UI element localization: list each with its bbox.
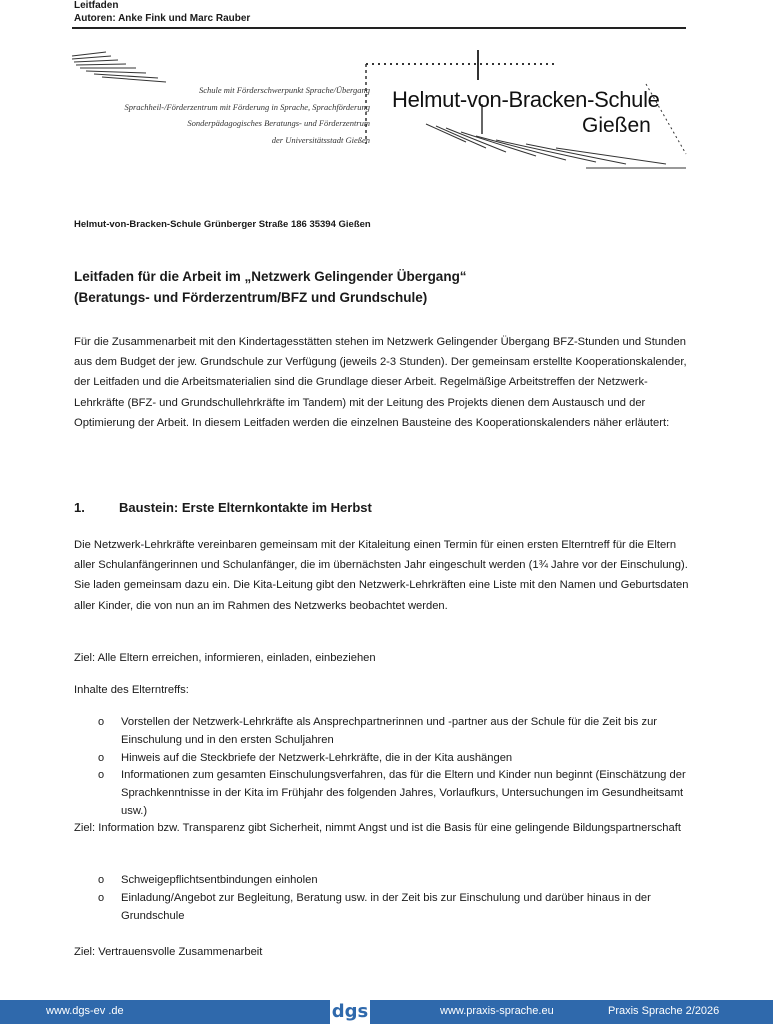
list-item: o Vorstellen der Netzwerk-Lehrkräfte als Ansprechpartnerinnen und -partner aus der Schule für die Zeit bis zur Einschulung und in den ersten Schuljahren bbox=[98, 716, 658, 746]
list-item: o Schweigepflichtsentbindungen einholen bbox=[74, 872, 694, 890]
page-footer bbox=[0, 1000, 773, 1024]
bullet-mark: o bbox=[98, 769, 105, 782]
contents-label: Inhalte des Elterntreffs: bbox=[74, 684, 189, 696]
dgs-logo: dgs bbox=[331, 1001, 369, 1022]
goal-line: Ziel: Information bzw. Transparenz gibt Sicherheit, nimmt Angst und ist die Basis für eine gelingende Bildungspartnerschaft bbox=[74, 822, 681, 834]
document-title bbox=[74, 266, 694, 308]
authors-line: Autoren: Anke Fink und Marc Rauber bbox=[74, 13, 251, 24]
letterhead-line: der Universitätsstadt Gießen bbox=[271, 134, 370, 145]
bullet-mark: o bbox=[98, 716, 105, 728]
title-line-1: Leitfaden für die Arbeit im „Netzwerk Gelingender Übergang“ bbox=[74, 269, 467, 284]
document-type: Leitfaden bbox=[74, 0, 119, 11]
bullet-mark: o bbox=[98, 751, 105, 764]
bullet-mark: o bbox=[98, 891, 105, 904]
list-item: o Hinweis auf die Steckbriefe der Netzwerk-Lehrkräfte, die in der Kita aushängen bbox=[74, 750, 694, 768]
footer-link-praxis[interactable]: www.praxis-sprache.eu bbox=[440, 1005, 554, 1017]
list-item: o Informationen zum gesamten Einschulungsverfahren, das für die Eltern und Kinder nun beginnt (Einschätzung der Sprachkenntnisse in der Kita im Frühjahr des folgenden Jahres, Vorlaufkurs, Untersuchungen im Gesundheitsamt usw.) bbox=[98, 769, 686, 817]
list-item: o Einladung/Angebot zur Begleitung, Beratung usw. in der Zeit bis zur Einschulung und darüber hinaus in der Grundschule bbox=[98, 891, 651, 922]
bullet-list bbox=[74, 872, 694, 925]
footer-issue: Praxis Sprache 2/2026 bbox=[608, 1005, 720, 1017]
header-rule bbox=[72, 27, 686, 29]
letterhead-line: Schule mit Förderschwerpunkt Sprache/Übergang bbox=[199, 85, 370, 95]
letterhead-line: Sprachheil-/Förderzentrum mit Förderung in Sprache, Sprachförderung bbox=[124, 101, 370, 112]
letterhead-line: Sonderpädagogisches Beratungs- und Förderzentrum bbox=[187, 118, 370, 128]
title-line-2: (Beratungs- und Förderzentrum/BFZ und Grundschule) bbox=[74, 290, 428, 305]
goal-line: Ziel: Vertrauensvolle Zusammenarbeit bbox=[74, 946, 263, 958]
section-heading bbox=[74, 500, 372, 515]
letterhead-lines bbox=[100, 82, 370, 148]
bullet-list bbox=[74, 714, 694, 821]
intro-paragraph: Für die Zusammenarbeit mit den Kindertagesstätten stehen im Netzwerk Gelingender Übergang BFZ-Stunden und Stunden aus dem Budget der jew. Grundschule zur Verfügung (jeweils 2-3 Stunden). Der gemeinsam erstellte Kooperationskalender, der Leitfaden und die Arbeitsmaterialien sind die Grundlage dieser Arbeit. Regelmäßige Arbeitstreffen der Netzwerk-Lehrkräfte (BFZ- und Grundschullehrkräfte im Tandem) mit der Leitung des Projekts dienen dem Austausch und der Optimierung der Arbeit. In diesem Leitfaden werden die einzelnen Bausteine des Kooperationskalenders näher erläutert: bbox=[74, 336, 687, 429]
bullet-mark: o bbox=[98, 874, 105, 886]
section-title: Baustein: Erste Elternkontakte im Herbst bbox=[119, 500, 372, 515]
footer-link-dgs[interactable]: www.dgs-ev .de bbox=[46, 1005, 124, 1017]
school-city: Gießen bbox=[582, 114, 651, 137]
address-line: Helmut-von-Bracken-Schule Grünberger Straße 186 35394 Gießen bbox=[74, 219, 371, 230]
section-number: 1. bbox=[74, 500, 85, 515]
goal-line: Ziel: Alle Eltern erreichen, informieren, einladen, einbeziehen bbox=[74, 652, 376, 664]
school-name: Helmut-von-Bracken-Schule bbox=[392, 87, 660, 112]
section-paragraph: Die Netzwerk-Lehrkräfte vereinbaren gemeinsam mit der Kitaleitung einen Termin für einen ersten Elterntreff für die Eltern aller Schulanfängerinnen und Schulanfänger, die im übernächsten Jahr eingeschult werden (1¾ Jahre vor der Einschulung). Sie laden gemeinsam dazu ein. Die Kita-Leitung gibt den Netzwerk-Lehrkräften eine Liste mit den Namen und Geburtsdaten aller Kinder, die von nun an im Rahmen des Netzwerks beobachtet werden. bbox=[74, 539, 689, 612]
